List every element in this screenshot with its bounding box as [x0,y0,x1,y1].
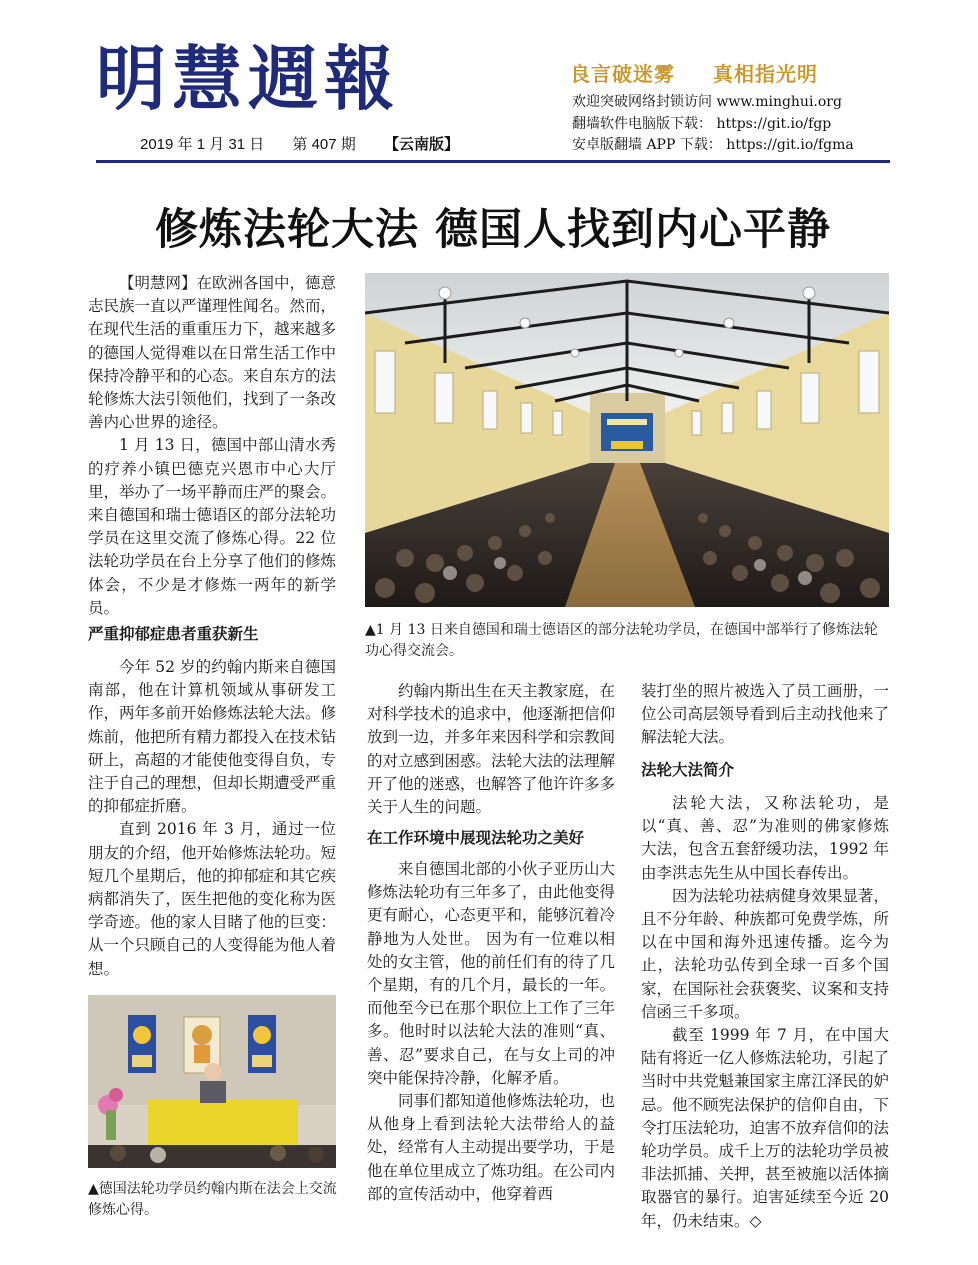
section2-paragraph-2: 同事们都知道他修炼法轮功，也从他身上看到法轮大法带给人的益处，经常有人主动提出要学功，于是他在单位里成立了炼功组。在公司内部的宣传活动中，他穿着西 [367,1092,616,1203]
section1-paragraph-2: 直到 2016 年 3 月，通过一位朋友的介绍，他开始修炼法轮功。短短几个星期后，他的抑郁症和其它疾病都消失了，医生把他的变化称为医学奇迹。他的家人目睹了他的巨变：从一个只顾自己的人变得能为他人着想。 [88,820,337,978]
intro-paragraph-1: 【明慧网】在欧洲各国中，德意志民族一直以严谨理性闻名。然而，在现代生活的重重压力下，越来越多的德国人觉得难以在日常生活工作中保持冷静平和的心态。来自东方的法轮修炼大法引领他们，找到了一条改善内心世界的途径。 [88,274,337,432]
android-download-link[interactable]: 安卓版翻墙 APP 下载： https://git.io/fgma [572,137,854,153]
newspaper-title: 明慧週報 [96,37,400,120]
section2-paragraph-1: 来自德国北部的小伙子亚历山大修炼法轮功有三年多了，由此他变得更有耐心，心态更平和，能够沉着冷静地为人处世。 因为有一位难以相处的女主管，他的前任们有的待了几个星期，有的几个月，最长的一年。而他至今已在那个职位上工作了三年多。他时时以法轮大法的准则“真、善、忍”要求自己，在与女上司的冲突中能保持冷静，化解矛盾。 [367,860,616,1087]
photo-speaker [88,995,336,1168]
intro-paragraph-2: 1 月 13 日，德国中部山清水秀的疗养小镇巴德克兴恩市中心大厅里，举办了一场平静而庄严的聚会。来自德国和瑞士德语区的部分法轮功学员在这里交流了修炼心得。22 位法轮功学员在台上分享了他们的修炼体会，不少是才修炼一两年的新学员。 [88,436,337,617]
photo-conference-hall [365,273,889,607]
section3-paragraph-3: 截至 1999 年 7 月，在中国大陆有将近一亿人修炼法轮功，引起了当时中共党魁兼国家主席江泽民的妒忌。他不顾宪法保护的信仰自由，下令打压法轮功，迫害不放弃信仰的法轮功学员。成千上万的法轮功学员被非法抓捕、关押，甚至被施以活体摘取器官的暴行。迫害延续至今近 20 年，仍未结束。◇ [641,1026,890,1230]
article-headline: 修炼法轮大法 德国人找到内心平静 [155,205,831,255]
masthead-rule [96,160,890,163]
desktop-download-link[interactable]: 翻墙软件电脑版下载： https://git.io/fgp [572,115,832,132]
section3-paragraph-2: 因为法轮功祛病健身效果显著，且不分年龄、种族都可免费学炼，所以在中国和海外迅速传播。迄今为止，法轮功弘传到全球一百多个国家，在国际社会获褒奖、议案和支持信函三千多项。 [641,886,890,1021]
issue-line [140,133,483,154]
slogan-left: 良言破迷雾 [570,62,675,86]
slogan [570,58,818,87]
photo-conference-caption: ▲1 月 13 日来自德国和瑞士德语区的部分法轮功学员，在德国中部举行了修炼法轮功心得交流会。 [365,622,878,659]
col3-paragraph-continued: 装打坐的照片被选入了员工画册，一位公司高层领导看到后主动找他来了解法轮大法。 [641,682,890,747]
issue-date: 2019 年 1 月 31 日 [140,136,265,153]
issue-edition: 【云南版】 [383,136,459,153]
col2-paragraph-1: 约翰内斯出生在天主教家庭，在对科学技术的追求中，他逐渐把信仰放到一边，并多年来因科学和宗教间的对立感到困惑。法轮大法的法理解开了他的迷惑，也解答了他许许多多关于人生的问题。 [367,682,616,817]
section1-text [88,656,336,981]
section1-paragraph-1: 今年 52 岁的约翰内斯来自德国南部，他在计算机领域从事研发工作，两年多前开始修炼法轮大法。修炼前，他把所有精力都投入在技术钻研上，高超的才能使他变得自负，专注于自己的理想，但却长期遭受严重的抑郁症折磨。 [88,658,337,816]
section3-paragraph-1: 法轮大法，又称法轮功，是以“真、善、忍”为准则的佛家修炼大法，包含五套舒缓功法，1992 年由李洪志先生从中国长春传出。 [641,794,889,882]
col2-text-top [367,680,615,819]
issue-number: 第 407 期 [292,136,356,153]
website-link[interactable]: 欢迎突破网络封锁访问 www.minghui.org [572,94,842,110]
col3-text-top [641,680,889,750]
section-heading-depression: 严重抑郁症患者重获新生 [88,625,259,643]
slogan-right: 真相指光明 [713,62,818,86]
access-links [572,92,854,157]
section-heading-workplace: 在工作环境中展现法轮功之美好 [367,829,585,847]
intro-text [88,272,336,620]
section3-text [641,792,889,1233]
section-heading-intro-falun: 法轮大法简介 [641,761,735,779]
section2-text [367,858,615,1206]
photo-speaker-caption: ▲德国法轮功学员约翰内斯在法会上交流修炼心得。 [88,1181,337,1218]
